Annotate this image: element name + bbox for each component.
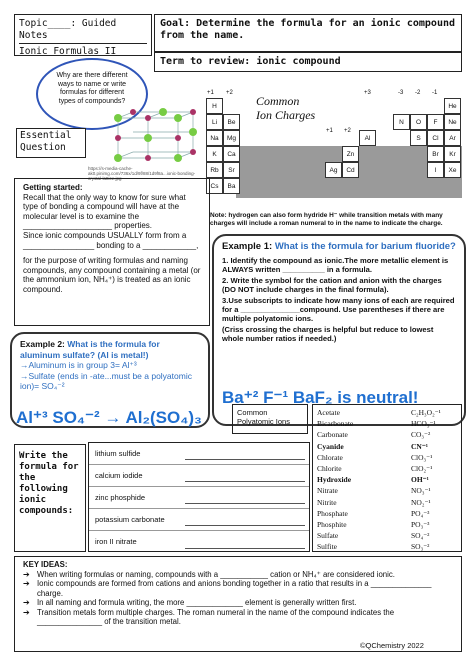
ion-formula: PO₄⁻³ (411, 508, 430, 518)
element-kr: Kr (444, 146, 461, 162)
key-ideas-list (23, 570, 453, 627)
answer-line[interactable] (185, 548, 305, 549)
example-2-label: Example 2: (20, 339, 68, 349)
compound-name: calcium iodide (95, 471, 143, 480)
ex1-step2: 2. Write the symbol for the cation and anion with the charges (DO NOT include charges in the final formula). (222, 276, 442, 294)
ion-name: Sulfate (317, 531, 339, 541)
essential-question-box (16, 128, 86, 158)
key-idea-item: ➔ When writing formulas or naming, compounds with a ___________ cation or NH₄⁺ are considered ionic. (23, 570, 453, 580)
key-idea-item: ➔ Transition metals form multiple charges. The roman numeral in the name of the compound indicates the _______________ of the transition metal. (23, 608, 453, 627)
ion-name: Nitrate (317, 486, 338, 496)
example-1-label: Example 1: (222, 241, 275, 252)
compound-row (89, 509, 309, 531)
charge-label: +1 (326, 128, 333, 134)
element-mg: Mg (223, 130, 240, 146)
ion-formula: ClO₂⁻¹ (411, 464, 433, 473)
image-caption: https://s-media-cache-ak0.pinimg.com/736x/1d/9f/88/1d9f8a...ionic-bonding-crystal-lattice.jpg (88, 166, 196, 181)
key-idea-item: ➔ In all naming and formula writing, the more _____________ element is generally written first. (23, 598, 453, 608)
compound-name: potassium carbonate (95, 515, 165, 524)
example-2-title (20, 339, 200, 360)
element-o: O (410, 114, 427, 130)
element-rb: Rb (206, 162, 223, 178)
compound-table (88, 442, 310, 552)
ion-name: Carbonate (317, 430, 348, 440)
ion-formula: OH⁻¹ (411, 475, 429, 485)
ion-name: Phosphate (317, 508, 348, 518)
ion-formula: NO₃⁻¹ (411, 486, 431, 496)
answer-line[interactable] (185, 503, 305, 504)
polyatomic-ion-table (312, 404, 462, 552)
ex2-line2: →Sulfate (ends in -ate...must be a polyatomic ion)= SO₄⁻² (20, 370, 192, 391)
element-cl: Cl (427, 130, 444, 146)
ion-name: Acetate (317, 408, 340, 417)
charge-label: +2 (344, 128, 351, 134)
polyatomic-label-line1: Common (237, 408, 268, 417)
charge-label: -3 (398, 90, 404, 96)
element-xe: Xe (444, 162, 461, 178)
example-1-answer: Ba⁺² F⁻¹ BaF₂ is neutral! (222, 388, 419, 407)
ion-name: Chlorate (317, 452, 343, 462)
ion-title-line2: Ion Charges (256, 108, 316, 122)
element-ar: Ar (444, 130, 461, 146)
element-sr: Sr (223, 162, 240, 178)
compound-row (89, 531, 309, 553)
ex1-step1: 1. Identify the compound as ionic.The more metallic element is ALWAYS written __________ in a formula. (222, 256, 449, 274)
element-ne: Ne (444, 114, 461, 130)
charge-label: +3 (364, 90, 371, 96)
answer-line[interactable] (185, 459, 305, 460)
element-ca: Ca (223, 146, 240, 162)
ion-formula: HCO₃⁻¹ (411, 419, 436, 429)
key-idea-item: ➔ Ionic compounds are formed from cations and anions bonding together in a ratio that results in a ______________ charge. (23, 579, 453, 598)
element-n: N (393, 114, 410, 130)
polyatomic-label (232, 404, 308, 434)
polyatomic-label-line2: Polyatomic Ions (237, 417, 290, 426)
example-1-title (222, 241, 456, 252)
element-he: He (444, 98, 461, 114)
ex2-line1: →Aluminum is in group 3= Al⁺³ (20, 360, 137, 370)
ion-formula: SO₃⁻² (411, 542, 430, 552)
started-p2: Since ionic compounds USUALLY form from a ________________ bonding to a ____________, (23, 230, 199, 250)
essential-label: Essential (20, 130, 72, 141)
ion-formula: PO₃⁻³ (411, 520, 430, 529)
ex1-step3: 3.Use subscripts to indicate how many ions of each are required for a ______________compound. Use parentheses if there are multiple polyatomic ions. (222, 296, 455, 323)
ion-formula: CO₃⁻² (411, 430, 431, 440)
topic-box (14, 14, 152, 56)
charge-label: +1 (207, 90, 214, 96)
crystal-lattice-image (98, 108, 204, 174)
ion-formula: SO₄⁻² (411, 531, 430, 541)
ion-formula: CN⁻¹ (411, 441, 429, 451)
topic-line: Topic____: Guided Notes (19, 18, 147, 44)
element-be: Be (223, 114, 240, 130)
ion-name: Bicarbonate (317, 419, 354, 429)
element-al: Al (359, 130, 376, 146)
element-na: Na (206, 130, 223, 146)
ion-charges-title (256, 94, 352, 122)
example-2-question: What is the formula for aluminum sulfate? (Al is metal!) (20, 339, 160, 360)
element-f: F (427, 114, 444, 130)
element-i: I (427, 162, 444, 178)
topic-title: Ionic Formulas II (19, 46, 117, 57)
hydrogen-note: Note: hydrogen can also form hydride H⁻ while transition metals with many charges will include a roman numeral to in the name to indicate the charge. (210, 212, 443, 227)
key-ideas-title: KEY IDEAS: (23, 560, 68, 569)
element-li: Li (206, 114, 223, 130)
question-label: Question (20, 142, 66, 153)
element-br: Br (427, 146, 444, 162)
example-2-answer: Al⁺³ SO₄⁻² → Al₂(SO₄)₃ (16, 408, 202, 427)
charge-label: +2 (226, 90, 233, 96)
compound-row (89, 487, 309, 509)
element-s: S (410, 130, 427, 146)
ion-formula: C₂H₃O₂⁻¹ (411, 408, 441, 417)
getting-started-title: Getting started: (23, 183, 83, 192)
element-cs: Cs (206, 178, 223, 194)
compound-row (89, 443, 309, 465)
copyright: ©QChemistry 2022 (360, 641, 424, 650)
element-zn: Zn (342, 146, 359, 162)
started-p1: Recall that the only way to know for sure what type of bonding a compound will have at the molecular level is to examine the ____________________ properties. (23, 192, 186, 231)
polyatomic-row (313, 541, 461, 553)
element-k: K (206, 146, 223, 162)
compound-row (89, 465, 309, 487)
example-1-question: What is the formula for barium fluoride? (274, 241, 456, 252)
ion-name: Phosphite (317, 520, 347, 529)
ion-title-line1: Common (256, 94, 300, 108)
element-cd: Cd (342, 162, 359, 178)
answer-line[interactable] (185, 481, 305, 482)
compound-name: zinc phosphide (95, 493, 146, 502)
charge-label: -2 (415, 90, 421, 96)
write-formula-instruction: Write the formula for the following ionic compounds: (14, 444, 86, 552)
ion-name: Sulfite (317, 542, 337, 552)
element-ba: Ba (223, 178, 240, 194)
charge-label: -1 (432, 90, 438, 96)
ion-name: Cyanide (317, 441, 344, 451)
element-ag: Ag (325, 162, 342, 178)
goal-box: Goal: Determine the formula for an ionic compound from the name. (154, 14, 462, 52)
ion-name: Nitrite (317, 497, 337, 507)
key-ideas-box (14, 556, 462, 652)
answer-line[interactable] (185, 525, 305, 526)
ion-name: Hydroxide (317, 475, 352, 485)
ion-formula: ClO₃⁻¹ (411, 452, 433, 462)
ex1-step4: (Criss crossing the charges is helpful but reduce to lowest whole number ratios if needed.) (222, 325, 434, 343)
compound-name: iron II nitrate (95, 537, 137, 546)
term-box: Term to review: ionic compound (154, 52, 462, 72)
ion-name: Chlorite (317, 464, 342, 473)
getting-started-box (14, 178, 210, 326)
compound-name: lithium sulfide (95, 449, 141, 458)
ion-formula: NO₂⁻¹ (411, 497, 431, 507)
started-p3: for the purpose of writing formulas and naming compounds, any compound containing a metal (or the ammonium ion, NH₄⁺) is treated as an ionic compound. (23, 256, 201, 294)
thought-cloud: Why are there different ways to name or write formulas for different types of compounds? (36, 58, 148, 130)
element-h: H (206, 98, 223, 114)
